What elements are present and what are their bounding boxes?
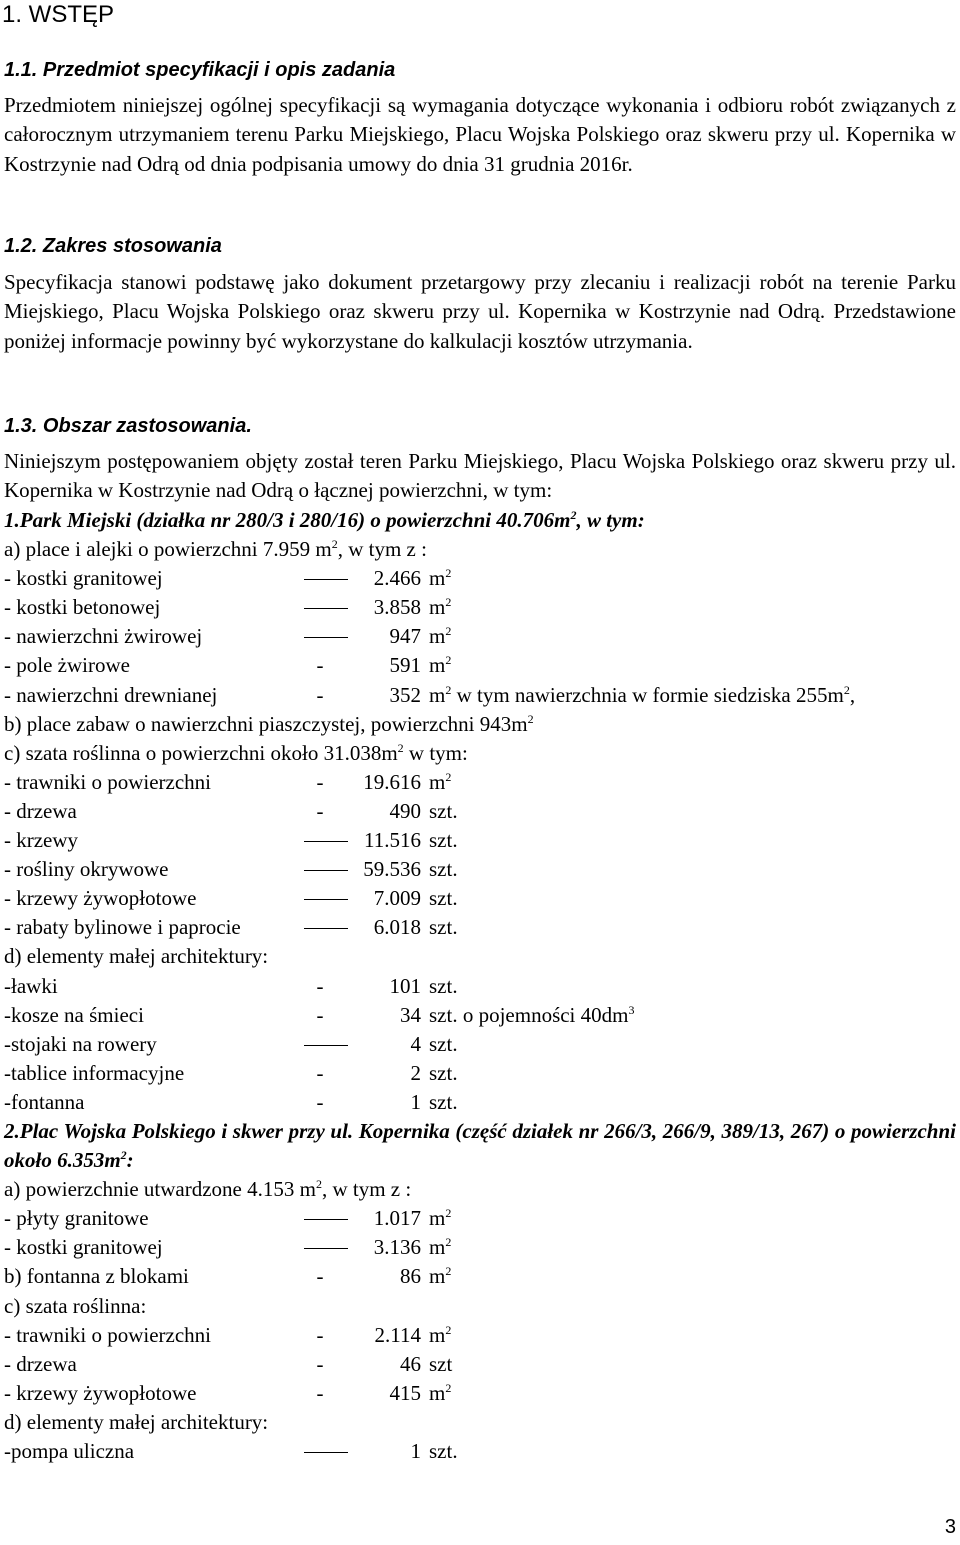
item-unit: $m^2$	[429, 769, 452, 794]
superscript: 2	[445, 1322, 452, 1337]
list-item	[4, 1204, 956, 1233]
section-1-2-text: Specyfikacja stanowi podstawę jako dokument przetargowy przy zlecaniu i realizacji robót na terenie Parku Miejskiego, Placu Wojska Polskiego oraz skweru przy ul. Kopernika w Kostrzynie nad Odrą. Przedstawione poniżej informacje powinny być wykorzystane do kalkulacji kosztów utrzymania.	[4, 270, 956, 353]
superscript: 2	[445, 653, 452, 668]
item-label: - krzewy żywopłotowe	[4, 886, 197, 911]
superscript: 2	[445, 682, 452, 697]
item-value: 352	[389, 682, 421, 707]
item-label: - rośliny okrywowe	[4, 857, 169, 882]
item-label: -tablice informacyjne	[4, 1060, 185, 1085]
list-item	[4, 768, 956, 797]
item-unit: szt.	[429, 1439, 458, 1463]
item-dash-rule	[304, 841, 348, 842]
list-item	[4, 593, 956, 622]
item-separator: -	[316, 653, 324, 678]
item-value: 2	[410, 1060, 421, 1085]
item-label: - trawniki o powierzchni	[4, 1322, 212, 1347]
item-value: 46	[400, 1351, 421, 1376]
item-separator: -	[316, 1264, 324, 1289]
item-value: 59.536	[363, 857, 421, 882]
item-unit: $m^2$	[429, 595, 452, 620]
item-separator: -	[316, 769, 324, 794]
item-dash-rule	[304, 1219, 348, 1220]
item-label: -stojaki na rowery	[4, 1031, 157, 1056]
item-label: - kostki granitowej	[4, 566, 163, 591]
item-unit: $m^2$	[429, 566, 452, 591]
list-item	[4, 1030, 956, 1059]
list-item	[4, 1437, 956, 1466]
item-value: 11.516	[364, 828, 421, 853]
item-unit: szt.	[429, 1031, 458, 1056]
superscript: 2	[445, 769, 452, 784]
superscript: 2	[397, 740, 404, 755]
item-value: 7.009	[373, 886, 421, 911]
item-label: - krzewy żywopłotowe	[4, 1380, 197, 1405]
list-item	[4, 1321, 956, 1350]
item-value: 1	[410, 1439, 421, 1463]
item-unit: szt	[429, 1351, 453, 1376]
item-unit: $m^2$	[429, 1235, 452, 1260]
item-label: -pompa uliczna	[4, 1439, 135, 1463]
item-dash-rule	[304, 1452, 348, 1453]
item-label: - nawierzchni żwirowej	[4, 624, 203, 649]
list-item	[4, 622, 956, 651]
superscript: 2	[445, 566, 452, 581]
plac-heading-text: 2.Plac Wojska Polskiego i skwer przy ul. Kopernika (część działek nr 266/3, 266/9, 389/13, 267) o powierzchni około $6.353m^2$:	[4, 1118, 956, 1173]
item-label: - drzewa	[4, 1351, 77, 1376]
item-value: 6.018	[373, 915, 421, 940]
item-separator: -	[316, 682, 324, 707]
item-label: b) fontanna z blokami	[4, 1264, 189, 1289]
superscript: 2	[445, 595, 452, 610]
item-separator: -	[316, 1351, 324, 1376]
item-separator: -	[316, 1089, 324, 1114]
item-separator: -	[316, 1002, 324, 1027]
item-unit: $m^2$	[429, 1264, 452, 1289]
superscript: 2	[843, 682, 850, 697]
superscript: 2	[445, 624, 452, 639]
plac-c-line	[4, 1292, 956, 1321]
item-separator: -	[316, 973, 324, 998]
list-item	[4, 826, 956, 855]
section-1-1-heading: 1.1. Przedmiot specyfikacji i opis zadania	[4, 59, 396, 81]
item-separator: -	[316, 1322, 324, 1347]
item-unit: $m^2$	[429, 1322, 452, 1347]
item-unit: szt.	[429, 798, 458, 823]
list-item	[4, 564, 956, 593]
park-d-line-text: d) elementy małej architektury:	[4, 944, 269, 969]
park-heading-text: 1.Park Miejski (działka nr 280/3 i 280/16) o powierzchni $40.706m^2$, w tym:	[4, 508, 645, 532]
park-b-line	[4, 710, 956, 739]
item-value: 3.136	[373, 1235, 421, 1260]
item-label: - płyty granitowe	[4, 1206, 149, 1231]
superscript: 2	[331, 537, 338, 552]
item-value: 3.858	[373, 595, 421, 620]
superscript: 2	[445, 1235, 452, 1250]
item-unit: $m^2$	[429, 1206, 452, 1231]
item-unit: szt.	[429, 857, 458, 882]
list-item	[4, 884, 956, 913]
superscript: 2	[315, 1177, 322, 1192]
superscript: 2	[445, 1264, 452, 1279]
item-unit: szt.	[429, 1089, 458, 1114]
plac-a-line-text: a) powierzchnie utwardzone 4.153 $m^2$, w tym z :	[4, 1177, 412, 1202]
item-label: - trawniki o powierzchni	[4, 769, 212, 794]
item-unit: szt.	[429, 1060, 458, 1085]
plac-d-line	[4, 1408, 956, 1437]
item-value: 2.466	[373, 566, 421, 591]
list-item	[4, 855, 956, 884]
item-unit: $m^2$	[429, 1380, 452, 1405]
plac-c-line-text: c) szata roślinna:	[4, 1293, 147, 1318]
item-value: 4	[410, 1031, 421, 1056]
item-unit: szt.	[429, 973, 458, 998]
item-value: 1	[410, 1089, 421, 1114]
park-heading	[4, 506, 956, 535]
list-item	[4, 1088, 956, 1117]
item-label: - krzewy	[4, 828, 79, 853]
item-unit: szt.	[429, 886, 458, 911]
chapter-heading: 1. WSTĘP	[2, 1, 115, 28]
list-item	[4, 1350, 956, 1379]
item-value: 19.616	[363, 769, 421, 794]
list-item	[4, 797, 956, 826]
item-value: 2.114	[374, 1322, 421, 1347]
item-dash-rule	[304, 579, 348, 580]
park-c-line-text: c) szata roślinna o powierzchni około $31.038m^2$ w tym:	[4, 740, 468, 765]
item-value: 1.017	[373, 1206, 421, 1231]
item-separator: -	[316, 1380, 324, 1405]
superscript: 2	[527, 711, 534, 726]
section-1-3-heading: 1.3. Obszar zastosowania.	[4, 415, 252, 437]
item-value: 591	[389, 653, 421, 678]
section-1-3-text: Niniejszym postępowaniem objęty został teren Parku Miejskiego, Placu Wojska Polskiego oraz skweru przy ul. Kopernika w Kostrzynie nad Odrą o łącznej powierzchni, w tym:	[4, 449, 956, 503]
item-dash-rule	[304, 870, 348, 871]
item-label: - pole żwirowe	[4, 653, 130, 678]
list-item	[4, 1059, 956, 1088]
list-item	[4, 1379, 956, 1408]
list-item	[4, 1233, 956, 1262]
item-label: - nawierzchni drewnianej	[4, 682, 218, 707]
item-value: 101	[389, 973, 421, 998]
item-value: 947	[389, 624, 421, 649]
item-unit: $m^2$ w tym nawierzchnia w formie siedziska $255m^2$,	[429, 682, 856, 707]
item-label: - drzewa	[4, 798, 77, 823]
park-c-line	[4, 739, 956, 768]
plac-d-line-text: d) elementy małej architektury:	[4, 1409, 269, 1434]
superscript: 2	[445, 1206, 452, 1221]
item-label: -fontanna	[4, 1089, 85, 1114]
list-item	[4, 972, 956, 1001]
list-item	[4, 1262, 956, 1291]
item-dash-rule	[304, 928, 348, 929]
park-d-line	[4, 942, 956, 971]
item-unit: $m^2$	[429, 624, 452, 649]
item-separator: -	[316, 1060, 324, 1085]
plac-heading	[4, 1117, 956, 1175]
superscript: 2	[120, 1148, 127, 1163]
item-label: -ławki	[4, 973, 58, 998]
list-item	[4, 913, 956, 942]
park-b-line-text: b) place zabaw o nawierzchni piaszczystej, powierzchni $943m^2$	[4, 711, 534, 736]
list-item	[4, 681, 956, 710]
park-a-line	[4, 535, 956, 564]
item-unit: szt.	[429, 915, 458, 940]
item-dash-rule	[304, 637, 348, 638]
item-label: - kostki granitowej	[4, 1235, 163, 1260]
plac-a-line	[4, 1175, 956, 1204]
superscript: 2	[570, 508, 577, 522]
item-unit: szt.	[429, 828, 458, 853]
item-value: 86	[400, 1264, 421, 1289]
item-dash-rule	[304, 1045, 348, 1046]
item-unit: $m^2$	[429, 653, 452, 678]
item-unit: szt. o pojemności $40dm^3$	[429, 1002, 635, 1027]
item-dash-rule	[304, 1248, 348, 1249]
item-separator: -	[316, 798, 324, 823]
page-number: 3	[944, 1516, 956, 1538]
park-a-line-text: a) place i alejki o powierzchni 7.959 $m^2$, w tym z :	[4, 537, 427, 562]
superscript: 3	[628, 1002, 635, 1017]
item-dash-rule	[304, 899, 348, 900]
section-1-2-heading: 1.2. Zakres stosowania	[4, 235, 222, 257]
item-value: 415	[389, 1380, 421, 1405]
area-inventory-list	[4, 506, 956, 1466]
item-value: 34	[400, 1002, 421, 1027]
item-label: -kosze na śmieci	[4, 1002, 144, 1027]
item-label: - rabaty bylinowe i paprocie	[4, 915, 241, 940]
section-1-1-text: Przedmiotem niniejszej ogólnej specyfikacji są wymagania dotyczące wykonania i odbioru robót związanych z całorocznym utrzymaniem terenu Parku Miejskiego, Placu Wojska Polskiego oraz skweru przy ul. Kopernika w Kostrzynie nad Odrą od dnia podpisania umowy do dnia 31 grudnia 2016r.	[4, 93, 956, 176]
superscript: 2	[445, 1380, 452, 1395]
list-item	[4, 651, 956, 680]
item-label: - kostki betonowej	[4, 595, 161, 620]
item-value: 490	[389, 798, 421, 823]
item-dash-rule	[304, 608, 348, 609]
list-item	[4, 1001, 956, 1030]
